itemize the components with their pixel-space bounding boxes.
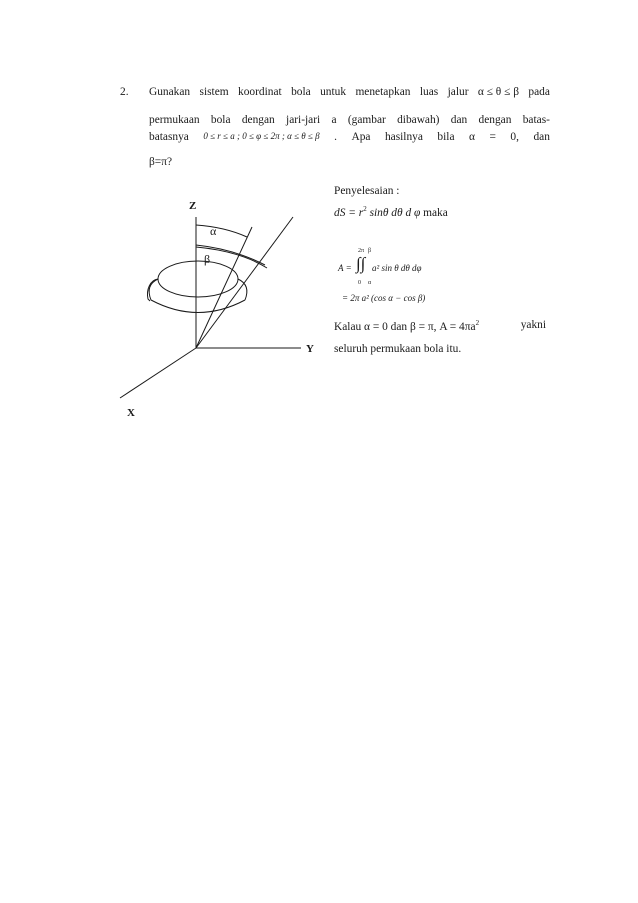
problem-word: . bbox=[334, 131, 337, 143]
conclusion-exponent: 2 bbox=[475, 319, 480, 327]
integral-block bbox=[334, 248, 474, 294]
axis-label-z: Z bbox=[189, 200, 197, 212]
problem-word: α bbox=[469, 131, 475, 143]
integral-result: = 2π a² (cos α − cos β) bbox=[342, 293, 426, 303]
problem-line-2 bbox=[149, 114, 550, 126]
problem-word: dengan bbox=[478, 114, 512, 126]
problem-word: Apa bbox=[351, 131, 371, 143]
problem-word: a bbox=[331, 114, 337, 126]
int-lower-outer: 0 bbox=[358, 280, 361, 286]
ds-tail: maka bbox=[420, 206, 448, 219]
problem-word: menetapkan bbox=[355, 86, 411, 98]
int-upper-outer: 2π bbox=[358, 248, 365, 254]
problem-word: dan bbox=[533, 131, 550, 143]
int-lhs: A = bbox=[338, 263, 352, 273]
problem-word: Gunakan bbox=[149, 86, 191, 98]
problem-word: permukaan bbox=[149, 114, 200, 126]
int-lower-inner: α bbox=[368, 280, 372, 286]
problem-line-3 bbox=[149, 131, 550, 143]
alpha-ray bbox=[196, 227, 252, 348]
problem-word: batas- bbox=[522, 114, 550, 126]
problem-number: 2. bbox=[120, 86, 129, 98]
problem-word: jalur bbox=[447, 86, 469, 98]
angle-label-alpha: α bbox=[210, 224, 217, 238]
problem-word: dengan bbox=[241, 114, 275, 126]
conclusion-text: Kalau α = 0 dan β = π, A = 4πa bbox=[334, 320, 476, 333]
problem-word: jari-jari bbox=[286, 114, 321, 126]
problem-word: pada bbox=[528, 86, 550, 98]
axis-label-x: X bbox=[127, 407, 135, 419]
spherical-coordinate-figure bbox=[110, 185, 330, 420]
problem-word: bola bbox=[291, 86, 311, 98]
problem-line-1 bbox=[149, 86, 550, 98]
problem-bounds-math: 0 ≤ r ≤ a ; 0 ≤ φ ≤ 2π ; α ≤ θ ≤ β bbox=[203, 131, 320, 141]
problem-line-4: β=π? bbox=[149, 156, 173, 168]
solution-heading: Penyelesaian : bbox=[334, 185, 400, 197]
int-sign: ∫∫ bbox=[356, 254, 366, 273]
problem-math-range: α ≤ θ ≤ β bbox=[477, 86, 519, 98]
ds-lhs: dS = r bbox=[334, 206, 364, 219]
problem-word: koordinat bbox=[238, 86, 282, 98]
ds-rhs: sinθ dθ d φ bbox=[366, 206, 421, 219]
ds-exponent: 2 bbox=[363, 205, 367, 213]
ds-equation bbox=[334, 205, 448, 219]
problem-word: (gambar bbox=[347, 114, 386, 126]
conclusion-line-1 bbox=[334, 319, 546, 333]
problem-word: = bbox=[489, 131, 496, 143]
problem-word: hasilnya bbox=[384, 131, 423, 143]
angle-label-beta: β bbox=[204, 252, 211, 266]
int-body: a² sin θ dθ dφ bbox=[372, 263, 422, 273]
alpha-arc bbox=[196, 225, 247, 237]
conclusion-tail: yakni bbox=[520, 319, 546, 331]
problem-word: batasnya bbox=[149, 131, 189, 143]
int-upper-inner: β bbox=[368, 248, 372, 254]
problem-word: luas bbox=[419, 86, 439, 98]
x-axis bbox=[120, 348, 196, 398]
problem-word: sistem bbox=[199, 86, 229, 98]
axis-label-y: Y bbox=[306, 343, 314, 355]
problem-word: untuk bbox=[320, 86, 347, 98]
problem-word: bola bbox=[210, 114, 231, 126]
problem-word: dan bbox=[450, 114, 468, 126]
sphere-band bbox=[149, 279, 247, 313]
problem-word: dibawah) bbox=[397, 114, 440, 126]
conclusion-line-2: seluruh permukaan bola itu. bbox=[334, 343, 462, 355]
top-ellipse bbox=[158, 261, 238, 297]
problem-word: 0, bbox=[510, 131, 519, 143]
problem-word: bila bbox=[437, 131, 455, 143]
